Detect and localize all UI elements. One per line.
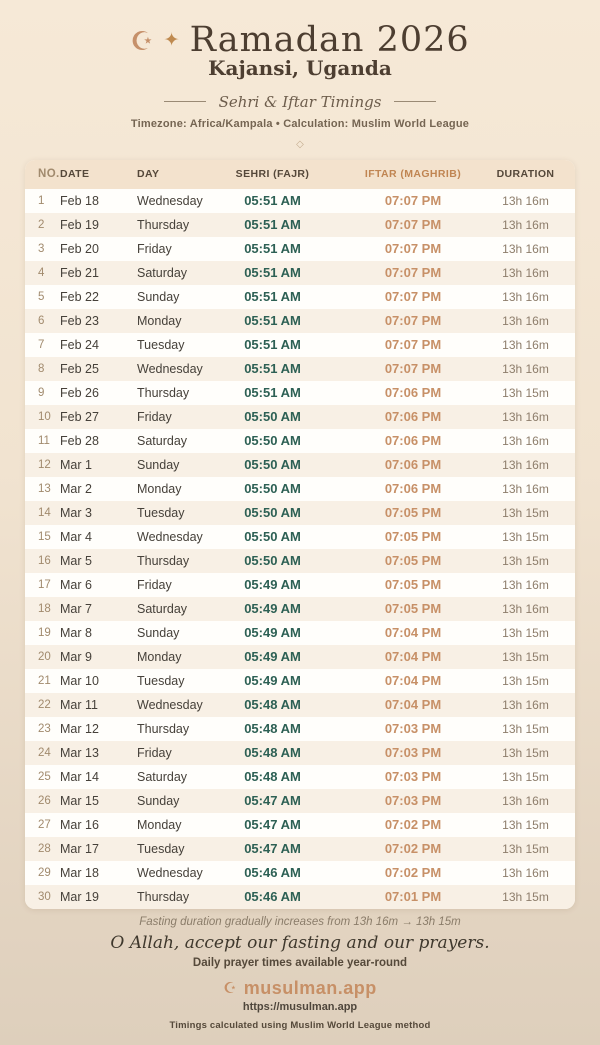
row-duration: 13h 15m [502,769,549,784]
table-row [25,597,575,621]
row-number: 23 [38,722,51,735]
row-sehri-time: 05:49 AM [244,625,301,641]
row-duration: 13h 15m [502,745,549,760]
row-number: 2 [38,218,45,231]
row-sehri-time: 05:50 AM [244,481,301,497]
row-iftar-time: 07:02 PM [384,865,442,881]
row-duration: 13h 16m [502,433,549,448]
row-duration: 13h 15m [502,721,549,736]
availability-note: Daily prayer times available year-round [192,956,408,969]
row-date: Mar 8 [60,625,92,640]
row-number: 27 [38,818,51,831]
table-row [25,429,575,453]
row-day: Saturday [137,265,188,280]
row-day: Friday [137,745,172,760]
row-sehri-time: 05:48 AM [244,769,301,785]
row-iftar-time: 07:07 PM [384,289,442,305]
row-number: 20 [38,650,51,663]
row-sehri-time: 05:51 AM [244,241,301,257]
row-day: Sunday [137,457,180,472]
row-day: Wednesday [137,529,203,544]
diamond-ornament-icon: ◇ [296,138,304,150]
row-date: Mar 10 [60,673,99,688]
row-number: 4 [38,266,45,279]
row-sehri-time: 05:50 AM [244,553,301,569]
column-header-iftar: IFTAR (MAGHRIB) [364,168,462,181]
row-iftar-time: 07:03 PM [384,721,442,737]
row-iftar-time: 07:04 PM [384,697,442,713]
row-date: Mar 17 [60,841,99,856]
row-date: Feb 27 [60,409,99,424]
row-day: Wednesday [137,193,203,208]
row-date: Mar 1 [60,457,92,472]
row-sehri-time: 05:47 AM [244,793,301,809]
row-date: Mar 11 [60,697,98,712]
table-row [25,453,575,477]
row-number: 28 [38,842,51,855]
row-number: 14 [38,506,51,519]
row-sehri-time: 05:50 AM [244,433,301,449]
row-sehri-time: 05:51 AM [244,385,301,401]
table-row [25,621,575,645]
table-row [25,789,575,813]
location-subtitle: Kajansi, Uganda [208,55,392,80]
row-day: Wednesday [137,361,203,376]
row-iftar-time: 07:07 PM [384,361,442,377]
row-iftar-time: 07:07 PM [384,313,442,329]
row-date: Feb 19 [60,217,99,232]
row-sehri-time: 05:51 AM [244,361,301,377]
row-sehri-time: 05:48 AM [244,745,301,761]
row-duration: 13h 16m [502,409,549,424]
row-iftar-time: 07:07 PM [384,337,442,353]
row-number: 5 [38,290,45,303]
section-subtitle-row [0,93,600,111]
row-iftar-time: 07:07 PM [384,193,442,209]
row-iftar-time: 07:01 PM [384,889,442,905]
table-row [25,213,575,237]
row-day: Thursday [137,217,190,232]
row-iftar-time: 07:06 PM [384,457,442,473]
row-day: Thursday [137,553,190,568]
table-row [25,381,575,405]
row-date: Mar 4 [60,529,92,544]
row-number: 9 [38,386,45,399]
row-duration: 13h 16m [502,601,549,616]
table-row [25,501,575,525]
row-number: 3 [38,242,45,255]
row-number: 22 [38,698,51,711]
table-row [25,357,575,381]
duration-trend-note: Fasting duration gradually increases from 13h 16m → 13h 15m [139,915,461,928]
row-number: 6 [38,314,45,327]
row-date: Mar 16 [60,817,99,832]
row-date: Feb 24 [60,337,99,352]
row-duration: 13h 16m [502,577,549,592]
column-header-day: DAY [137,168,160,181]
row-iftar-time: 07:05 PM [384,553,442,569]
row-duration: 13h 15m [502,625,549,640]
row-date: Feb 28 [60,433,99,448]
table-body [25,189,575,909]
dua-quote: O Allah, accept our fasting and our prayers. [110,932,490,953]
row-day: Sunday [137,793,180,808]
row-iftar-time: 07:05 PM [384,505,442,521]
row-sehri-time: 05:51 AM [244,265,301,281]
row-number: 25 [38,770,51,783]
table-row [25,765,575,789]
row-day: Saturday [137,433,188,448]
row-sehri-time: 05:50 AM [244,457,301,473]
row-duration: 13h 16m [502,793,549,808]
row-sehri-time: 05:48 AM [244,697,301,713]
table-row [25,717,575,741]
row-sehri-time: 05:51 AM [244,217,301,233]
row-number: 15 [38,530,51,543]
row-date: Mar 18 [60,865,99,880]
row-number: 12 [38,458,51,471]
column-header-sehri: SEHRI (FAJR) [235,168,310,181]
row-day: Tuesday [137,841,185,856]
row-day: Sunday [137,625,180,640]
table-row [25,741,575,765]
row-day: Saturday [137,769,188,784]
table-row [25,261,575,285]
row-date: Feb 26 [60,385,99,400]
row-sehri-time: 05:51 AM [244,289,301,305]
timezone-calculation-note: Timezone: Africa/Kampala • Calculation: Muslim World League [130,117,470,130]
row-day: Thursday [137,721,190,736]
row-number: 26 [38,794,51,807]
row-duration: 13h 15m [502,505,549,520]
row-date: Feb 18 [60,193,99,208]
row-sehri-time: 05:51 AM [244,337,301,353]
title-row [0,22,600,59]
row-duration: 13h 15m [502,553,549,568]
row-date: Feb 21 [60,265,99,280]
row-duration: 13h 16m [502,265,549,280]
row-number: 16 [38,554,51,567]
row-iftar-time: 07:04 PM [384,673,442,689]
row-day: Friday [137,409,172,424]
table-row [25,549,575,573]
table-row [25,237,575,261]
row-duration: 13h 16m [502,337,549,352]
row-sehri-time: 05:50 AM [244,409,301,425]
row-sehri-time: 05:47 AM [244,817,301,833]
brand-url[interactable]: https://musulman.app [242,1000,358,1013]
divider-line-right [394,101,436,102]
row-date: Mar 5 [60,553,92,568]
timings-subtitle: Sehri & Iftar Timings [218,92,382,111]
row-number: 11 [38,434,50,447]
row-duration: 13h 16m [502,361,549,376]
brand-link[interactable] [0,978,600,999]
brand-name: musulman.app [243,977,377,998]
row-sehri-time: 05:49 AM [244,673,301,689]
table-row [25,405,575,429]
row-day: Monday [137,481,182,496]
row-iftar-time: 07:05 PM [384,577,442,593]
row-day: Tuesday [137,505,185,520]
four-point-star-icon: ✦ [163,29,180,51]
brand-crescent-icon: ☪ [223,979,237,997]
row-iftar-time: 07:06 PM [384,481,442,497]
row-iftar-time: 07:07 PM [384,265,442,281]
table-row [25,693,575,717]
row-sehri-time: 05:46 AM [244,865,301,881]
row-day: Tuesday [137,673,185,688]
row-duration: 13h 15m [502,673,549,688]
divider-line-left [164,101,206,102]
row-iftar-time: 07:05 PM [384,529,442,545]
row-day: Saturday [137,601,188,616]
row-sehri-time: 05:46 AM [244,889,301,905]
row-date: Mar 7 [60,601,92,616]
row-day: Monday [137,649,182,664]
column-header-date: DATE [60,168,90,181]
row-number: 10 [38,410,51,423]
row-iftar-time: 07:02 PM [384,841,442,857]
row-iftar-time: 07:04 PM [384,625,442,641]
row-duration: 13h 15m [502,529,549,544]
table-row [25,309,575,333]
page-title: Ramadan 2026 [189,20,470,60]
row-day: Tuesday [137,337,185,352]
row-number: 1 [38,194,45,207]
row-duration: 13h 16m [502,217,549,232]
table-row [25,333,575,357]
row-sehri-time: 05:47 AM [244,841,301,857]
row-duration: 13h 15m [502,841,549,856]
row-day: Friday [137,577,172,592]
column-header-no: NO. [38,168,60,181]
row-number: 7 [38,338,45,351]
table-row [25,573,575,597]
row-number: 21 [38,674,51,687]
table-row [25,813,575,837]
table-row [25,669,575,693]
table-row [25,885,575,909]
row-date: Mar 15 [60,793,99,808]
row-day: Sunday [137,289,180,304]
row-date: Mar 3 [60,505,92,520]
table-row [25,285,575,309]
row-sehri-time: 05:50 AM [244,505,301,521]
table-header-row [25,160,575,189]
row-number: 8 [38,362,45,375]
row-duration: 13h 16m [502,241,549,256]
row-date: Mar 14 [60,769,99,784]
row-iftar-time: 07:03 PM [384,793,442,809]
row-iftar-time: 07:06 PM [384,385,442,401]
row-day: Wednesday [137,697,203,712]
row-date: Mar 19 [60,889,99,904]
row-day: Friday [137,241,172,256]
row-iftar-time: 07:04 PM [384,649,442,665]
table-row [25,477,575,501]
row-iftar-time: 07:07 PM [384,217,442,233]
row-number: 18 [38,602,51,615]
row-day: Monday [137,817,182,832]
row-day: Wednesday [137,865,203,880]
table-row [25,861,575,885]
row-date: Mar 9 [60,649,92,664]
row-duration: 13h 16m [502,697,549,712]
row-sehri-time: 05:51 AM [244,313,301,329]
row-day: Thursday [137,385,190,400]
column-header-duration: DURATION [496,168,555,181]
table-row [25,837,575,861]
row-duration: 13h 15m [502,817,549,832]
row-date: Feb 25 [60,361,99,376]
row-duration: 13h 15m [502,889,549,904]
row-day: Thursday [137,889,190,904]
row-duration: 13h 16m [502,865,549,880]
crescent-moon-icon: ☪ [130,26,154,57]
row-sehri-time: 05:51 AM [244,193,301,209]
row-date: Feb 23 [60,313,99,328]
row-date: Feb 20 [60,241,99,256]
row-date: Mar 2 [60,481,92,496]
table-row [25,645,575,669]
row-day: Monday [137,313,182,328]
row-duration: 13h 16m [502,313,549,328]
table-row [25,525,575,549]
row-sehri-time: 05:48 AM [244,721,301,737]
row-duration: 13h 16m [502,289,549,304]
page-header [0,0,600,150]
row-date: Mar 13 [60,745,99,760]
row-number: 13 [38,482,51,495]
calculation-method-note: Timings calculated using Muslim World League method [169,1019,431,1031]
row-number: 19 [38,626,51,639]
row-duration: 13h 16m [502,193,549,208]
row-iftar-time: 07:02 PM [384,817,442,833]
row-sehri-time: 05:49 AM [244,649,301,665]
row-duration: 13h 16m [502,457,549,472]
row-number: 30 [38,890,51,903]
row-iftar-time: 07:03 PM [384,745,442,761]
row-duration: 13h 15m [502,649,549,664]
row-date: Mar 12 [60,721,99,736]
row-sehri-time: 05:49 AM [244,577,301,593]
row-number: 24 [38,746,51,759]
row-sehri-time: 05:50 AM [244,529,301,545]
row-number: 29 [38,866,51,879]
table-row [25,189,575,213]
row-date: Mar 6 [60,577,92,592]
row-number: 17 [38,578,51,591]
row-iftar-time: 07:03 PM [384,769,442,785]
page-footer [0,916,600,1031]
row-iftar-time: 07:07 PM [384,241,442,257]
row-iftar-time: 07:05 PM [384,601,442,617]
row-date: Feb 22 [60,289,99,304]
row-sehri-time: 05:49 AM [244,601,301,617]
row-iftar-time: 07:06 PM [384,433,442,449]
row-duration: 13h 16m [502,481,549,496]
row-iftar-time: 07:06 PM [384,409,442,425]
timings-table [25,160,575,909]
row-duration: 13h 15m [502,385,549,400]
